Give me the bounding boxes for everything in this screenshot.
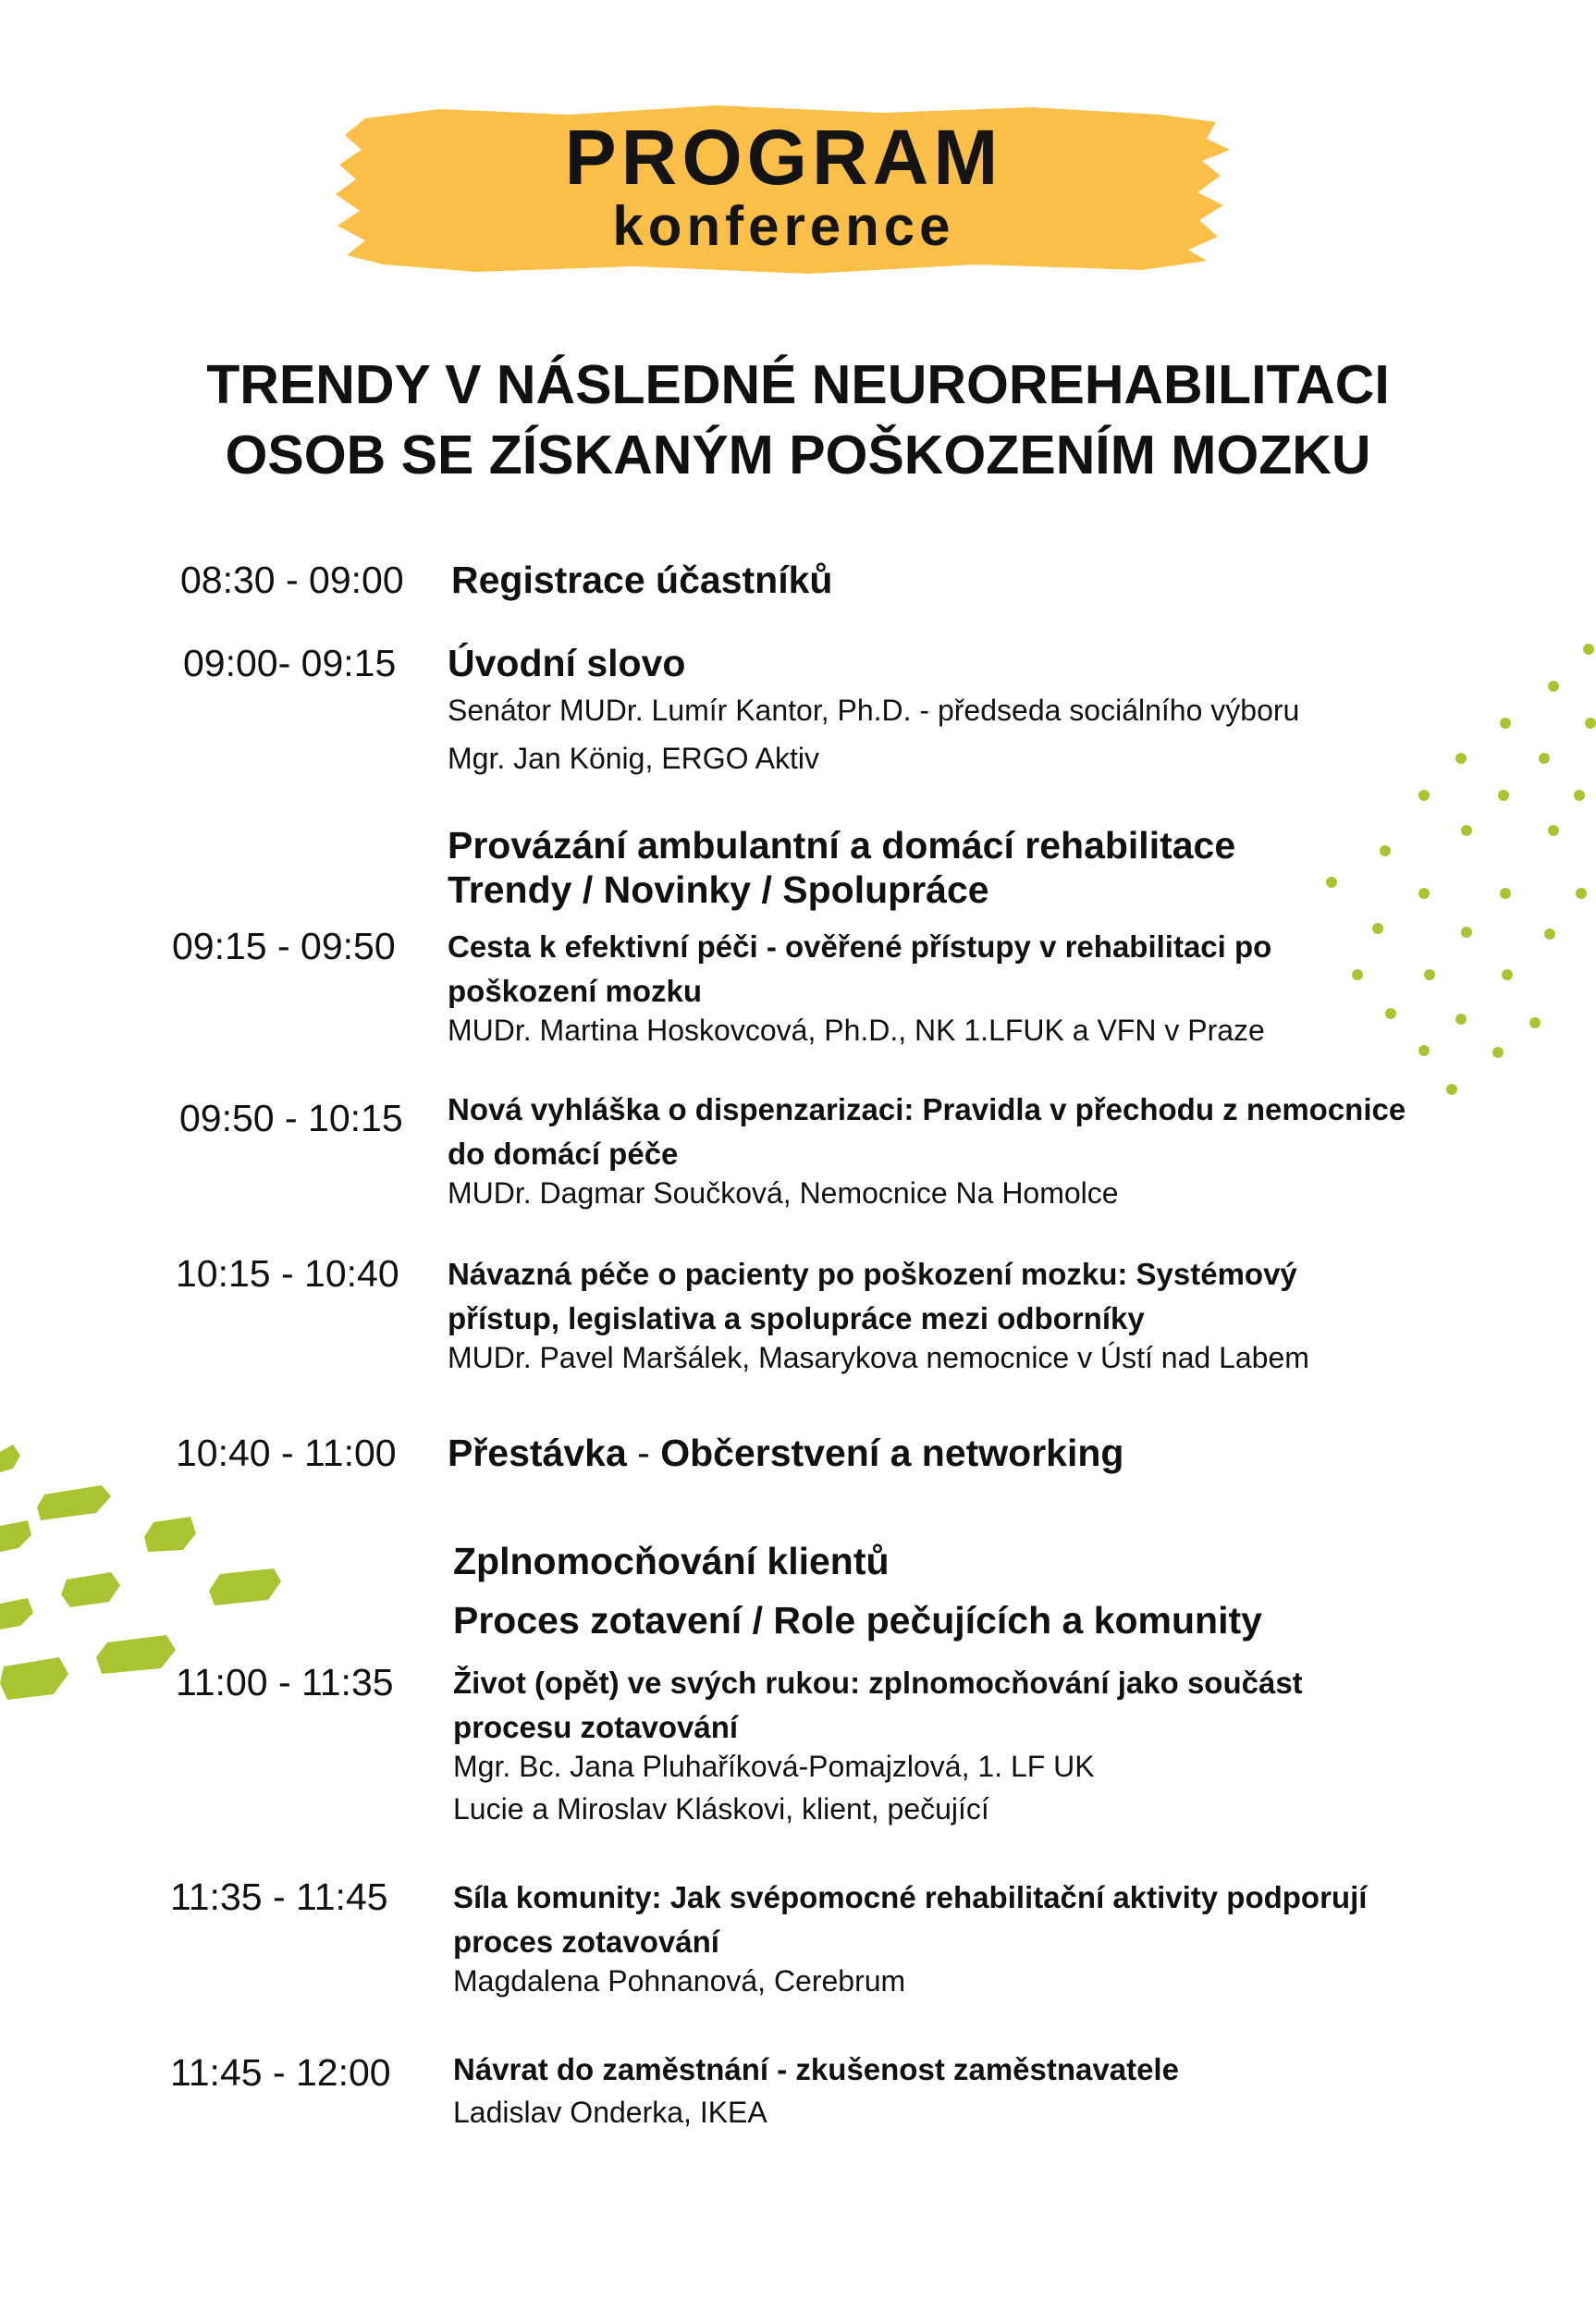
title-talk4-line2: procesu zotavování <box>453 1710 739 1744</box>
title-talk3-line1: Návazná péče o pacienty po poškození mozku: Systémový <box>448 1257 1297 1291</box>
title-talk6 <box>453 2048 1516 2092</box>
title-registrace: Registrace účastníků <box>451 559 833 601</box>
program-subtitle: konference <box>612 195 955 257</box>
time-talk5: 11:35 - 11:45 <box>170 1875 388 1918</box>
title-talk3 <box>448 1252 1511 1341</box>
title-talk4-line1: Život (opět) ve svých rukou: zplnomocňování jako součást <box>453 1666 1303 1700</box>
title-talk5 <box>453 1875 1516 1964</box>
conference-title-line1: TRENDY V NÁSLEDNÉ NEUROREHABILITACI <box>206 354 1390 415</box>
conference-title <box>0 350 1596 490</box>
program-title: PROGRAM <box>564 114 1003 201</box>
speaker-talk4-2: Lucie a Miroslav Kláskovi, klient, pečující <box>453 1792 989 1826</box>
time-talk3: 10:15 - 10:40 <box>176 1252 399 1295</box>
break-description: Občerstvení a networking <box>660 1432 1124 1474</box>
time-uvod: 09:00- 09:15 <box>183 642 397 684</box>
title-talk2 <box>448 1088 1511 1176</box>
time-talk1: 09:15 - 09:50 <box>172 925 396 967</box>
time-talk6: 11:45 - 12:00 <box>170 2051 391 2094</box>
title-talk1-line2: poškození mozku <box>448 974 703 1008</box>
title-talk2-line1: Nová vyhláška o dispenzarizaci: Pravidla v přechodu z nemocnice <box>448 1092 1406 1126</box>
speaker-talk3: MUDr. Pavel Maršálek, Masarykova nemocnice v Ústí nad Labem <box>448 1341 1309 1374</box>
header-banner <box>328 102 1239 277</box>
break-label: Přestávka <box>448 1432 627 1474</box>
time-talk2: 09:50 - 10:15 <box>179 1097 403 1139</box>
title-talk5-line2: proces zotavování <box>453 1925 719 1959</box>
title-uvod: Úvodní slovo <box>448 642 686 684</box>
time-talk4: 11:00 - 11:35 <box>176 1661 394 1703</box>
speaker-talk2: MUDr. Dagmar Součková, Nemocnice Na Homolce <box>448 1176 1119 1210</box>
title-talk2-line2: do domácí péče <box>448 1137 679 1171</box>
title-talk5-line1: Síla komunity: Jak svépomocné rehabilitační aktivity podporují <box>453 1880 1368 1914</box>
title-talk6-line1: Návrat do zaměstnání - zkušenost zaměstnavatele <box>453 2052 1179 2086</box>
speaker-talk6: Ladislav Onderka, IKEA <box>453 2096 767 2129</box>
block2-heading-line1: Zplnomocňování klientů <box>453 1540 890 1582</box>
title-talk1 <box>448 925 1465 1014</box>
title-talk4 <box>453 1661 1470 1750</box>
speaker-uvod-2: Mgr. Jan König, ERGO Aktiv <box>448 742 819 775</box>
speaker-talk5: Magdalena Pohnanová, Cerebrum <box>453 1964 906 1998</box>
conference-title-line2: OSOB SE ZÍSKANÝM POŠKOZENÍM MOZKU <box>225 424 1371 486</box>
decorative-dots <box>1276 638 1596 1119</box>
time-break: 10:40 - 11:00 <box>176 1432 397 1474</box>
title-talk1-line1: Cesta k efektivní péči - ověřené přístupy v rehabilitaci po <box>448 929 1272 964</box>
break-separator: - <box>626 1432 661 1474</box>
speaker-talk4-1: Mgr. Bc. Jana Pluhaříková-Pomajzlová, 1. LF UK <box>453 1750 1095 1783</box>
time-registrace: 08:30 - 09:00 <box>180 559 404 601</box>
speaker-uvod-1: Senátor MUDr. Lumír Kantor, Ph.D. - předseda sociálního výboru <box>448 694 1300 727</box>
block1-heading-line2: Trendy / Novinky / Spolupráce <box>448 868 989 911</box>
block2-heading-line2: Proces zotavení / Role pečujících a komunity <box>453 1599 1262 1642</box>
block1-heading-line1: Provázání ambulantní a domácí rehabilitace <box>448 824 1236 867</box>
title-break <box>448 1432 1123 1475</box>
speaker-talk1: MUDr. Martina Hoskovcová, Ph.D., NK 1.LFUK a VFN v Praze <box>448 1014 1265 1047</box>
title-talk3-line2: přístup, legislativa a spolupráce mezi odborníky <box>448 1301 1145 1335</box>
